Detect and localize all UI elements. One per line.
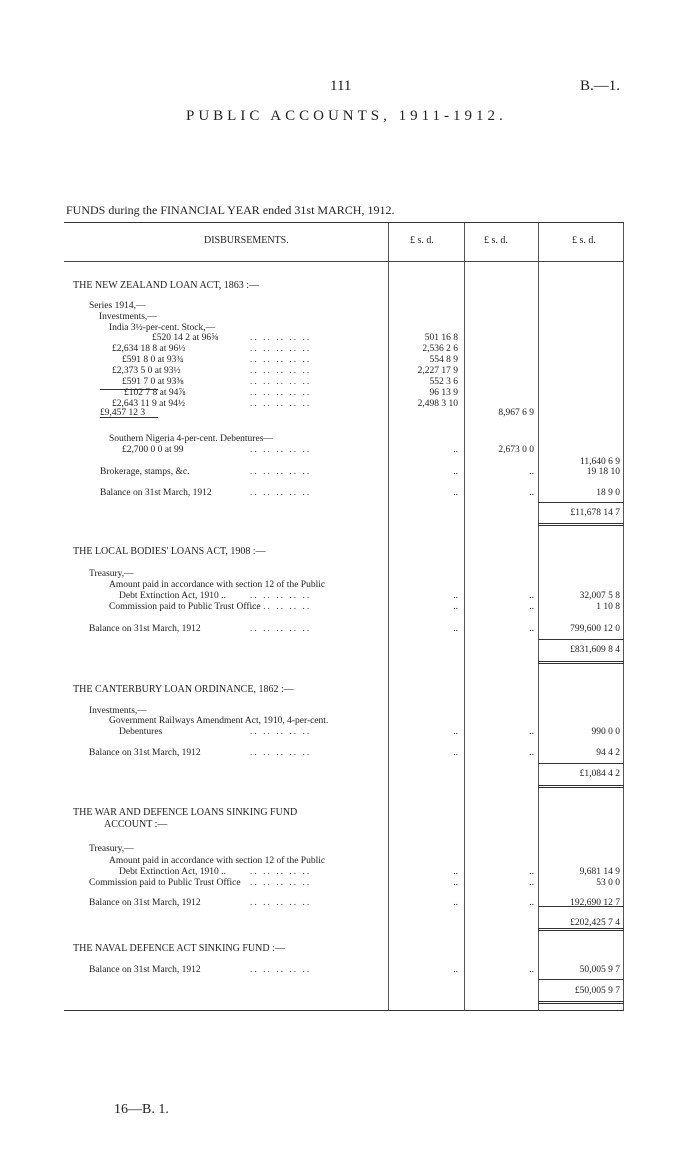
amount-c1: .. [453,898,458,908]
amount-c2: .. [529,488,534,498]
row-label: £2,700 0 0 at 99 [122,445,184,455]
table-row [64,843,624,855]
row-label: India 3½-per-cent. Stock,— [109,323,216,333]
row-label: £102 7 8 at 94⅞ [124,388,186,398]
column-header-1: £ s. d. [410,235,434,246]
amount-c1: .. [453,878,458,888]
amount-c1: 552 3 6 [429,377,458,387]
amount-c2: .. [529,898,534,908]
amount-c3: £1,084 4 2 [579,769,620,779]
leader-dots: .. .. .. .. .. [250,898,312,908]
amount-c3: £11,678 14 7 [570,508,620,518]
section-heading: THE WAR AND DEFENCE LOANS SINKING FUND [73,807,298,818]
amount-c1: .. [453,748,458,758]
amount-c3: 11,640 6 9 [579,457,620,467]
page-title: PUBLIC ACCOUNTS, 1911-1912. [186,108,507,124]
row-label: Investments,— [99,312,157,322]
leader-dots: .. .. .. .. .. [250,467,312,477]
section-heading: THE CANTERBURY LOAN ORDINANCE, 1862 :— [73,684,294,695]
leader-dots: .. .. .. .. .. [250,867,312,877]
row-label: Debt Extinction Act, 1910 .. [119,591,226,601]
amount-c2: .. [529,591,534,601]
table-row [64,466,624,478]
amount-c2: 2,673 0 0 [498,445,534,455]
leader-dots: .. .. .. .. .. [250,965,312,975]
amount-c2: .. [529,602,534,612]
row-label: Debentures [119,727,163,737]
table-row [64,507,624,519]
row-label: Treasury,— [89,569,134,579]
row-label: £2,634 18 8 at 96½ [112,344,186,354]
leader-dots: .. .. .. .. .. [250,591,312,601]
table-row [64,487,624,499]
amount-c3: 18 9 0 [596,488,620,498]
column-header-3: £ s. d. [572,235,596,246]
column-header-2: £ s. d. [484,235,508,246]
leader-dots: .. .. .. .. .. [250,488,312,498]
row-label: £591 7 0 at 93⅜ [122,377,184,387]
leader-dots: .. .. .. .. .. [250,602,312,612]
row-label: Southern Nigeria 4-per-cent. Debentures— [109,434,273,444]
amount-c1: .. [453,467,458,477]
page-footer: 16—B. 1. [114,1102,169,1117]
row-label: Balance on 31st March, 1912 [89,898,201,908]
amount-c1: .. [453,624,458,634]
section-heading: ACCOUNT :— [104,819,168,830]
disbursements-table [64,222,624,1011]
section-heading: THE NAVAL DEFENCE ACT SINKING FUND :— [73,943,285,954]
amount-c1: 2,227 17 9 [417,366,458,376]
amount-c1: .. [453,591,458,601]
table-row [64,726,624,738]
leader-dots: .. .. .. .. .. [250,366,312,376]
amount-c1: 501 16 8 [424,333,458,343]
leader-dots: .. .. .. .. .. [250,355,312,365]
document-reference: B.—1. [580,78,621,94]
row-label: Government Railways Amendment Act, 1910, 4-per-cent. [109,716,329,726]
table-row [64,964,624,976]
amount-c3: 50,005 9 7 [579,965,620,975]
table-row [64,623,624,635]
leader-dots: .. .. .. .. .. [250,624,312,634]
table-row [64,644,624,656]
table-row [64,807,624,819]
page-number: 111 [330,78,352,94]
table-row [64,985,624,997]
table-row [64,747,624,759]
leader-dots: .. .. .. .. .. [250,344,312,354]
amount-c2: .. [529,867,534,877]
amount-c1: 2,536 2 6 [422,344,458,354]
row-label: Balance on 31st March, 1912 [89,965,201,975]
row-label: Debt Extinction Act, 1910 .. [119,867,226,877]
table-row [64,546,624,558]
row-label: £520 14 2 at 96⅝ [152,333,219,343]
amount-c2: .. [529,965,534,975]
funds-heading: FUNDS during the FINANCIAL YEAR ended 31st MARCH, 1912. [66,203,395,217]
amount-c3: 799,600 12 0 [570,624,620,634]
row-label: Treasury,— [89,844,134,854]
row-label: £2,643 11 9 at 94½ [112,399,186,409]
leader-dots: .. .. .. .. .. [250,727,312,737]
table-row [64,819,624,831]
amount-c3: £50,005 9 7 [574,986,620,996]
table-row [64,444,624,456]
table-row [64,897,624,909]
row-label: £2,373 5 0 at 93½ [112,366,181,376]
table-row [64,768,624,780]
section-heading: THE NEW ZEALAND LOAN ACT, 1863 :— [73,280,259,291]
amount-c3: 9,681 14 9 [579,867,620,877]
amount-c2: .. [529,727,534,737]
row-label: Amount paid in accordance with section 12 of the Public [109,856,326,866]
amount-c1: .. [453,445,458,455]
leader-dots: .. .. .. .. .. [250,377,312,387]
amount-c1: .. [453,727,458,737]
amount-c2: .. [529,748,534,758]
row-label: Commission paid to Public Trust Office [109,602,261,612]
amount-c3: £831,609 8 4 [570,645,620,655]
table-row [64,684,624,696]
table-row [64,601,624,613]
amount-c2: .. [529,878,534,888]
amount-c3: 94 4 2 [596,748,620,758]
amount-c1: .. [453,488,458,498]
amount-c2: .. [529,467,534,477]
row-label: Brokerage, stamps, &c. [100,467,190,477]
row-label: Balance on 31st March, 1912 [89,748,201,758]
row-label: Commission paid to Public Trust Office [89,878,241,888]
amount-c1: 96 13 9 [429,388,458,398]
row-label: Amount paid in accordance with section 12 of the Public [109,580,326,590]
amount-c2: 8,967 6 9 [498,408,534,418]
amount-c3: £202,425 7 4 [570,918,620,928]
amount-c1: 554 8 9 [429,355,458,365]
leader-dots: .. .. .. .. .. [250,388,312,398]
amount-c3: 1 10 8 [596,602,620,612]
amount-c1: .. [453,602,458,612]
amount-c1: .. [453,867,458,877]
table-row [64,877,624,889]
amount-c1: 2,498 3 10 [417,399,458,409]
row-label: Series 1914,— [89,301,146,311]
section-heading: THE LOCAL BODIES' LOANS ACT, 1908 :— [73,546,266,557]
leader-dots: .. .. .. .. .. [250,399,312,409]
row-label: £9,457 12 3 [100,408,146,418]
leader-dots: .. .. .. .. .. [250,748,312,758]
amount-c3: 53 0 0 [596,878,620,888]
amount-c3: 990 0 0 [591,727,620,737]
amount-c3: 192,690 12 7 [570,898,620,908]
column-header-disbursements: DISBURSEMENTS. [204,235,289,246]
table-row [64,280,624,292]
row-label: Investments,— [89,706,147,716]
row-label: £591 8 0 at 93¾ [122,355,184,365]
leader-dots: .. .. .. .. .. [250,333,312,343]
table-row [64,943,624,955]
amount-c3: 32,007 5 8 [579,591,620,601]
amount-c3: 19 18 10 [586,467,620,477]
leader-dots: .. .. .. .. .. [250,878,312,888]
row-label: Balance on 31st March, 1912 [100,488,212,498]
leader-dots: .. .. .. .. .. [250,445,312,455]
amount-c1: .. [453,965,458,975]
row-label: Balance on 31st March, 1912 [89,624,201,634]
amount-c2: .. [529,624,534,634]
